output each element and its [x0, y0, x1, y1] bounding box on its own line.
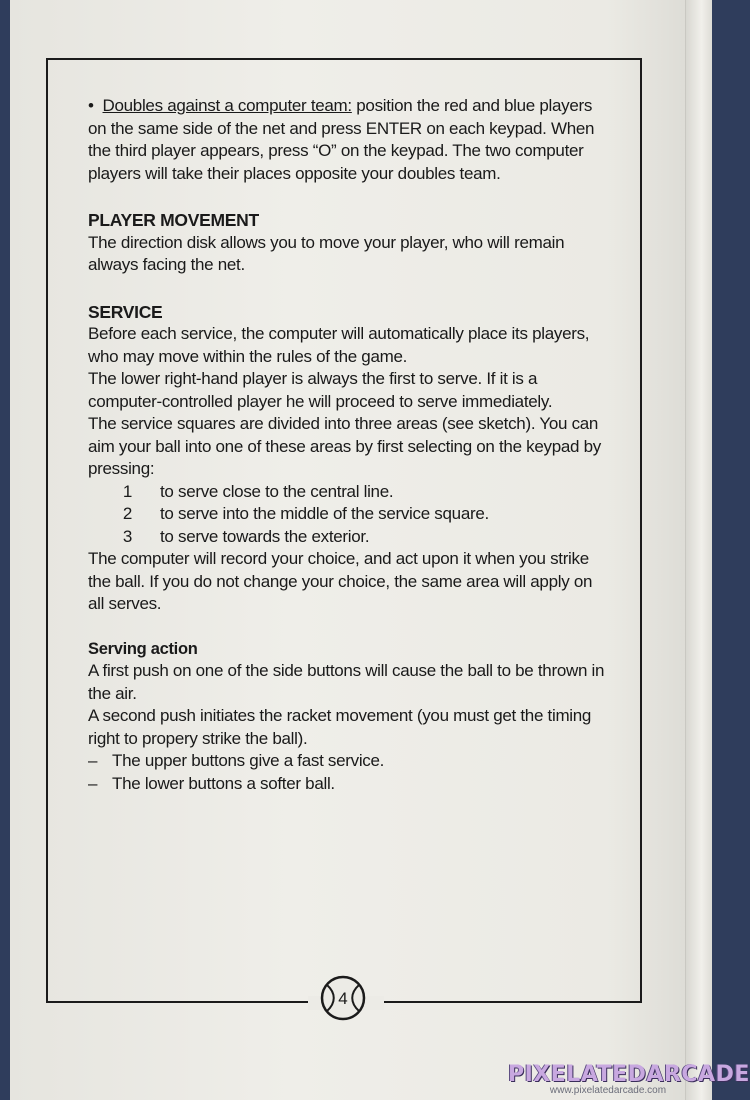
service-p2: The lower right-hand player is always the first to serve. If it is a computer-controlled player he will proceed to serve immediately. [88, 369, 553, 411]
serving-action-heading: Serving action [88, 639, 198, 658]
page-edge [685, 0, 712, 1100]
serving-action-p2: A second push initiates the racket movement (you must get the timing right to propery strike the ball). [88, 706, 592, 748]
doubles-label: Doubles against a computer team: [102, 96, 352, 115]
serving-item: – The lower buttons a softer ball. [88, 773, 335, 793]
service-p4: The computer will record your choice, and act upon it when you strike the ball. If you do not change your choice, the same area will apply on all serves. [88, 549, 593, 613]
service-p1: Before each service, the computer will automatically place its players, who may move within the rules of the game. [88, 324, 590, 366]
serving-action-items [88, 750, 608, 795]
doubles-text: position the red and blue players on the same side of the net and press ENTER on each keypad. When the third player appears, press “O” on the keypad. The two computer players will take their places opposite your doubles team. [88, 96, 595, 183]
page-number: 4 [338, 989, 348, 1008]
serving-item: – The upper buttons give a fast service. [88, 751, 385, 770]
service-option: 2 to serve into the middle of the service square. [122, 504, 489, 523]
watermark [508, 1062, 750, 1096]
bullet: • [88, 96, 94, 115]
service-heading: SERVICE [88, 301, 163, 322]
service-options [88, 481, 608, 549]
tennis-ball-page-icon [318, 973, 368, 1023]
watermark-title: PIXELATEDARCADE [508, 1062, 750, 1087]
player-movement-heading: PLAYER MOVEMENT [88, 210, 259, 230]
doubles-paragraph [88, 95, 608, 185]
service-p3: The service squares are divided into three areas (see sketch). You can aim your ball into one of these areas by first selecting on the keypad by pressing: [88, 414, 601, 478]
player-movement-text: The direction disk allows you to move your player, who will remain always facing the net. [88, 232, 565, 274]
serving-action-p1: A first push on one of the side buttons will cause the ball to be thrown in the air. [88, 661, 605, 703]
service-option: 1 to serve close to the central line. [122, 481, 394, 501]
service-option: 3 to serve towards the exterior. [122, 526, 370, 546]
watermark-url: www.pixelatedarcade.com [549, 1085, 667, 1096]
manual-content [88, 95, 608, 795]
